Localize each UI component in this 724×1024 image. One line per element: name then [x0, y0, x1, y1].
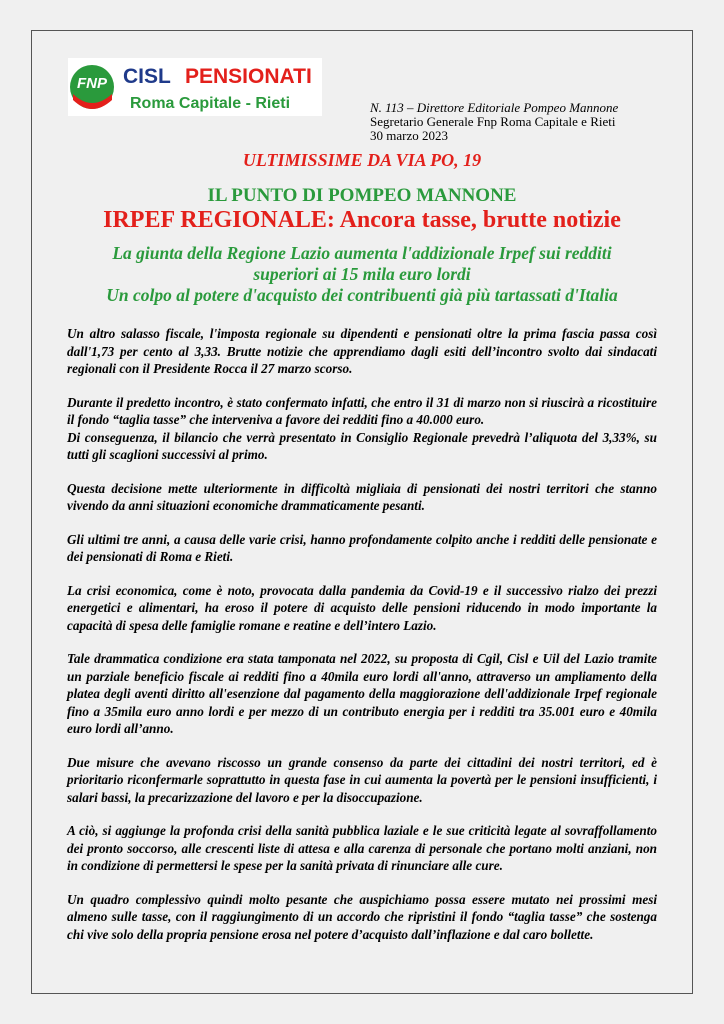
paragraph: Un altro salasso fiscale, l'imposta regionale su dipendenti e pensionati oltre la prima fascia passa così dall'1,73 per cento al 3,33. Brutte notizie che apprendiamo dagli esiti dell’incontro svolto dai sindacati regionali con il Presidente Rocca il 27 marzo scorso. — [67, 326, 657, 376]
subtitle-line-2: superiori ai 15 mila euro lordi — [253, 264, 471, 284]
main-title: IRPEF REGIONALE: Ancora tasse, brutte notizie — [103, 207, 621, 233]
paragraph: Tale drammatica condizione era stata tamponata nel 2022, su proposta di Cgil, Cisl e Uil del Lazio tramite un parziale beneficio fiscale ai redditi fino a 40mila euro lordi all'anno, attraverso un ampliamento della platea degli aventi diritto all'esenzione dal pagamento della maggiorazione dell'addizionale Irpef regionale fino a 35mila euro anno lordi e per mezzo di un contributo energia per i redditi tra 35.001 euro e 40mila euro lordi all’anno. — [67, 651, 657, 736]
author-heading: IL PUNTO DI POMPEO MANNONE — [207, 185, 517, 206]
issue-meta — [370, 101, 618, 143]
paragraph: Durante il predetto incontro, è stato confermato infatti, che entro il 31 di marzo non si riuscirà a ricostituire il fondo “taglia tasse” che interveniva a favore dei redditi fino a 40.000 euro. — [67, 394, 657, 427]
logo-region-text: Roma Capitale - Rieti — [130, 95, 291, 112]
logo-fnp-text: FNP — [77, 75, 107, 92]
subtitle-line-3: Un colpo al potere d'acquisto dei contribuenti già più tartassati d'Italia — [106, 285, 618, 305]
cisl-pensionati-logo — [68, 58, 322, 116]
article-body — [67, 325, 657, 959]
paragraph: Questa decisione mette ulteriormente in difficoltà migliaia di pensionati dei nostri territori che stanno vivendo da anni situazioni economiche drammaticamente pesanti. — [67, 480, 657, 513]
secretary-line: Segretario Generale Fnp Roma Capitale e Rieti — [370, 114, 616, 129]
paragraph: Gli ultimi tre anni, a causa delle varie crisi, hanno profondamente colpito anche i redditi delle pensionate e dei pensionati di Roma e Rieti. — [67, 531, 657, 564]
paragraph: Un quadro complessivo quindi molto pesante che auspichiamo possa essere mutato nei prossimi mesi almeno sulle tasse, con il raggiungimento di un accordo che ripristini il fondo “taglia tasse” che sostenga chi vive solo della propria pensione erosa nel potere d’acquisto dall’inflazione e dal caro bollette. — [67, 891, 657, 942]
kicker: ULTIMISSIME DA VIA PO, 19 — [242, 150, 482, 170]
logo-cisl-text: CISL — [123, 65, 171, 88]
paragraph: Di conseguenza, il bilancio che verrà presentato in Consiglio Regionale prevedrà l’aliquota del 3,33%, su tutti gli scaglioni successivi al primo. — [67, 429, 657, 462]
paragraph: La crisi economica, come è noto, provocata dalla pandemia da Covid-19 e il successivo rialzo dei prezzi energetici e alimentari, ha eroso il potere di acquisto delle pensioni riducendo in modo importante la capacità di spesa delle famiglie romane e reatine e dell’intero Lazio. — [67, 582, 657, 633]
paragraph: Due misure che avevano riscosso un grande consenso da parte dei cittadini dei nostri territori, ed è prioritario riconfermarle soprattutto in questa fase in cui aumenta la povertà per le pensioni insufficienti, i salari bassi, la precarizzazione del lavoro e per la disoccupazione. — [67, 754, 657, 805]
subtitle — [40, 243, 684, 306]
issue-date: 30 marzo 2023 — [370, 128, 448, 143]
issue-number: N. 113 – Direttore Editoriale Pompeo Mannone — [370, 100, 619, 115]
subtitle-line-1: La giunta della Regione Lazio aumenta l'addizionale Irpef sui redditi — [112, 243, 612, 263]
paragraph: A ciò, si aggiunge la profonda crisi della sanità pubblica laziale e le sue criticità legate al sovraffollamento dei pronto soccorso, alle crescenti liste di attesa e alla carenza di personale che portano molti anziani, non in condizione di permettersi le spese per la sanità privata di rinunciare alle cure. — [67, 823, 657, 873]
logo-pensionati-text: PENSIONATI — [185, 65, 312, 88]
logo-graphic — [68, 58, 322, 116]
